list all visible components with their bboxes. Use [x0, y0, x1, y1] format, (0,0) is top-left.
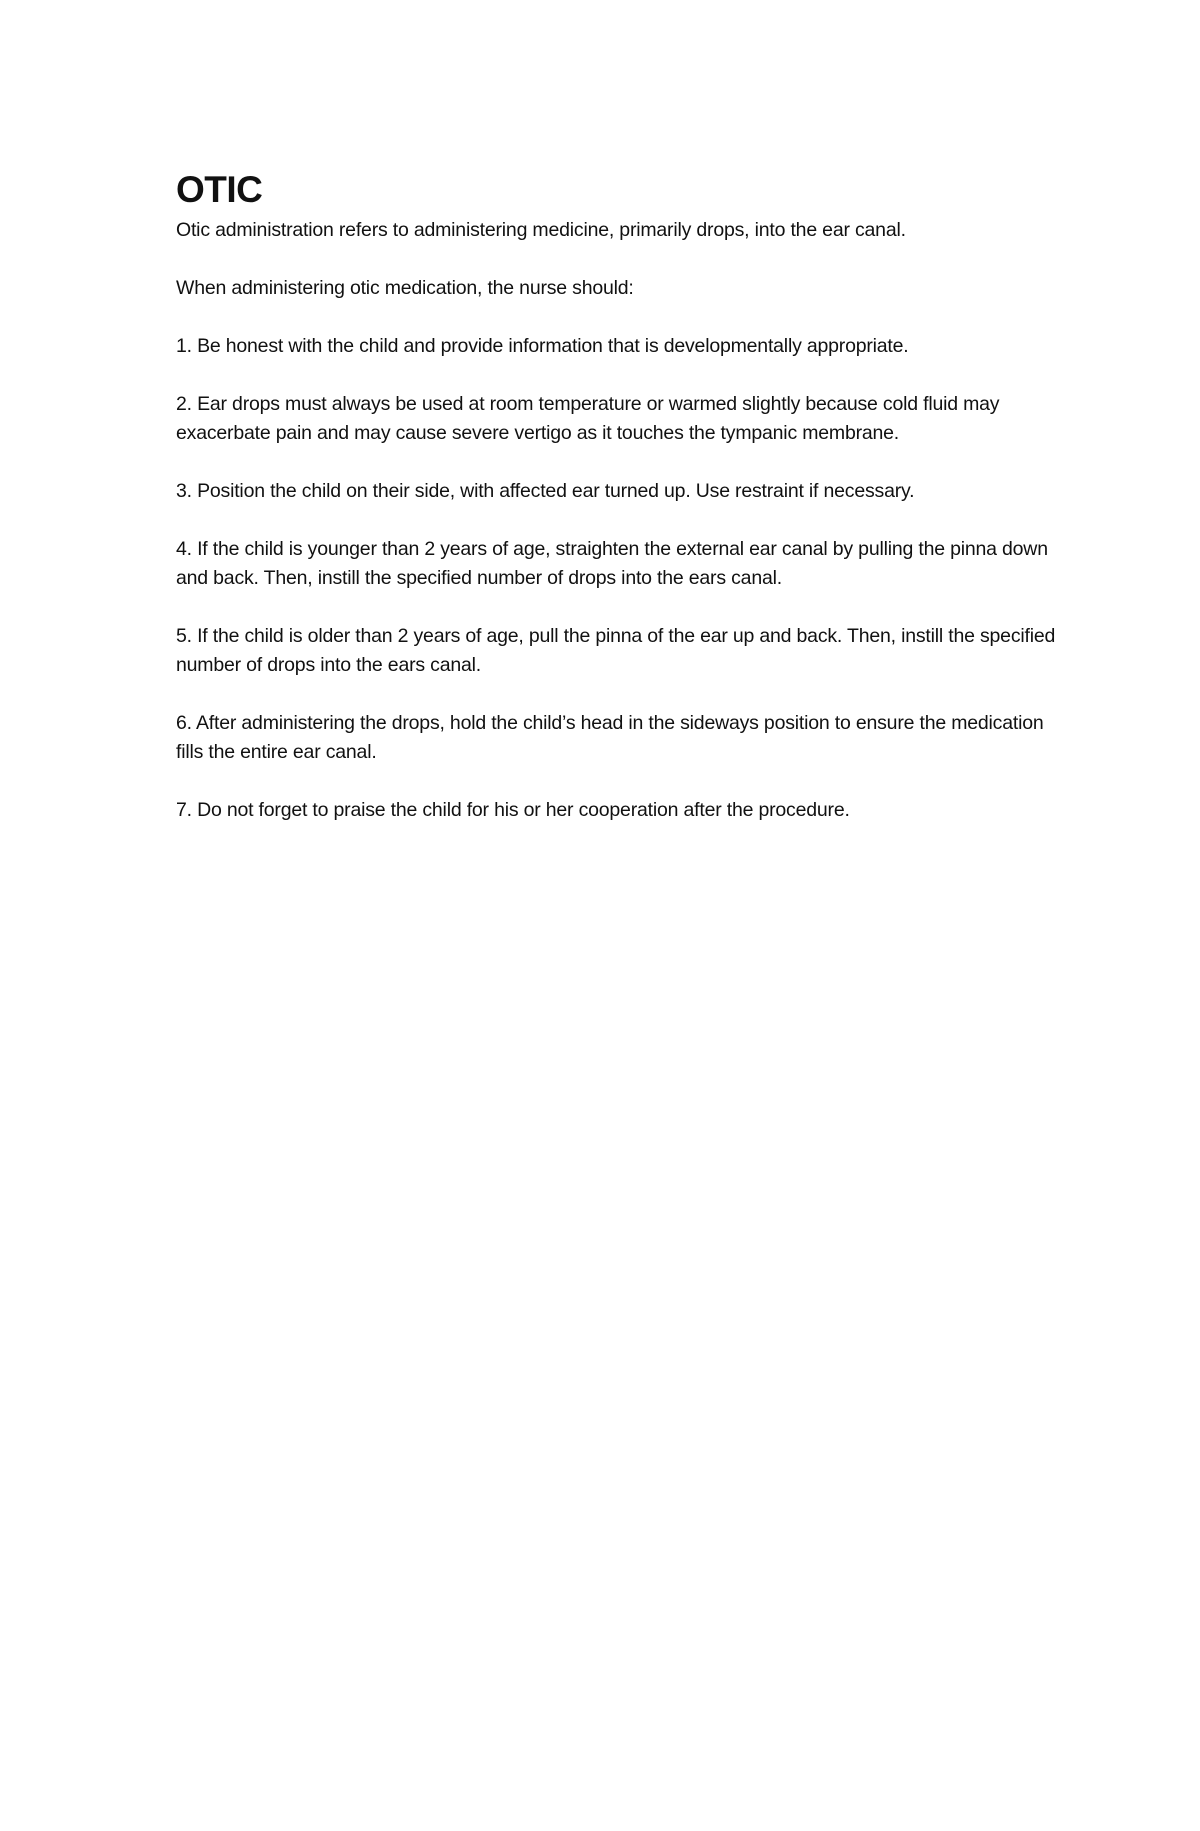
step-1: 1. Be honest with the child and provide information that is developmentally appropriate. — [176, 335, 909, 357]
step-7: 7. Do not forget to praise the child for his or her cooperation after the procedure. — [176, 799, 850, 821]
step-3: 3. Position the child on their side, with affected ear turned up. Use restraint if necessary. — [176, 480, 915, 502]
document-title: OTIC — [176, 169, 263, 210]
step-2: 2. Ear drops must always be used at room temperature or warmed slightly because cold fluid may exacerbate pain and may cause severe vertigo as it touches the tympanic membrane. — [176, 393, 1000, 444]
lead-paragraph: When administering otic medication, the nurse should: — [176, 277, 634, 299]
intro-paragraph: Otic administration refers to administering medicine, primarily drops, into the ear canal. — [176, 219, 906, 241]
document-page — [176, 168, 1056, 854]
step-6: 6. After administering the drops, hold the child’s head in the sideways position to ensure the medication fills the entire ear canal. — [176, 712, 1044, 763]
step-5: 5. If the child is older than 2 years of age, pull the pinna of the ear up and back. Then, instill the specified number of drops into the ears canal. — [176, 625, 1056, 676]
step-4: 4. If the child is younger than 2 years of age, straighten the external ear canal by pulling the pinna down and back. Then, instill the specified number of drops into the ears canal. — [176, 538, 1048, 589]
